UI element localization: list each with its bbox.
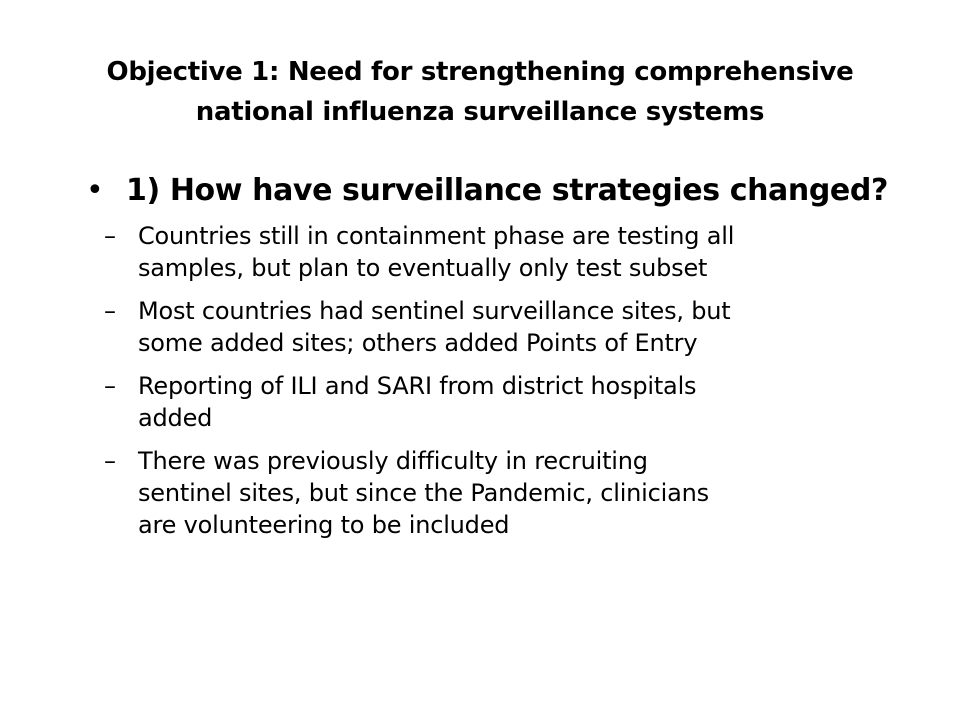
main-bullet — [86, 172, 916, 210]
sub-bullet-line: There was previously difficulty in recruiting — [138, 447, 648, 475]
sub-bullet-line: Countries still in containment phase are testing all — [138, 222, 735, 250]
sub-bullet-text — [138, 370, 916, 434]
dash-marker: – — [104, 372, 116, 400]
slide-title — [60, 52, 900, 132]
sub-bullet-text — [138, 295, 916, 359]
sub-bullet-line: sentinel sites, but since the Pandemic, clinicians — [138, 479, 709, 507]
sub-bullet-text — [138, 445, 916, 541]
sub-bullet-line: added — [138, 404, 213, 432]
sub-bullet-list — [104, 220, 916, 541]
dash-marker: – — [104, 447, 116, 475]
title-line-1: Objective 1: Need for strengthening comprehensive — [106, 57, 854, 87]
sub-bullet-item — [104, 220, 916, 284]
sub-bullet-line: are volunteering to be included — [138, 511, 510, 539]
sub-bullet-line: Reporting of ILI and SARI from district hospitals — [138, 372, 697, 400]
slide-body — [86, 172, 916, 552]
sub-bullet-item — [104, 295, 916, 359]
main-bullet-text: 1) How have surveillance strategies changed? — [126, 173, 888, 208]
sub-bullet-item — [104, 445, 916, 541]
sub-bullet-line: some added sites; others added Points of Entry — [138, 329, 698, 357]
sub-bullet-text — [138, 220, 916, 284]
sub-bullet-item — [104, 370, 916, 434]
dash-marker: – — [104, 297, 116, 325]
bullet-marker: • — [86, 173, 104, 208]
sub-bullet-line: Most countries had sentinel surveillance sites, but — [138, 297, 731, 325]
title-line-2: national influenza surveillance systems — [195, 97, 765, 127]
dash-marker: – — [104, 222, 116, 250]
sub-bullet-line: samples, but plan to eventually only test subset — [138, 254, 708, 282]
